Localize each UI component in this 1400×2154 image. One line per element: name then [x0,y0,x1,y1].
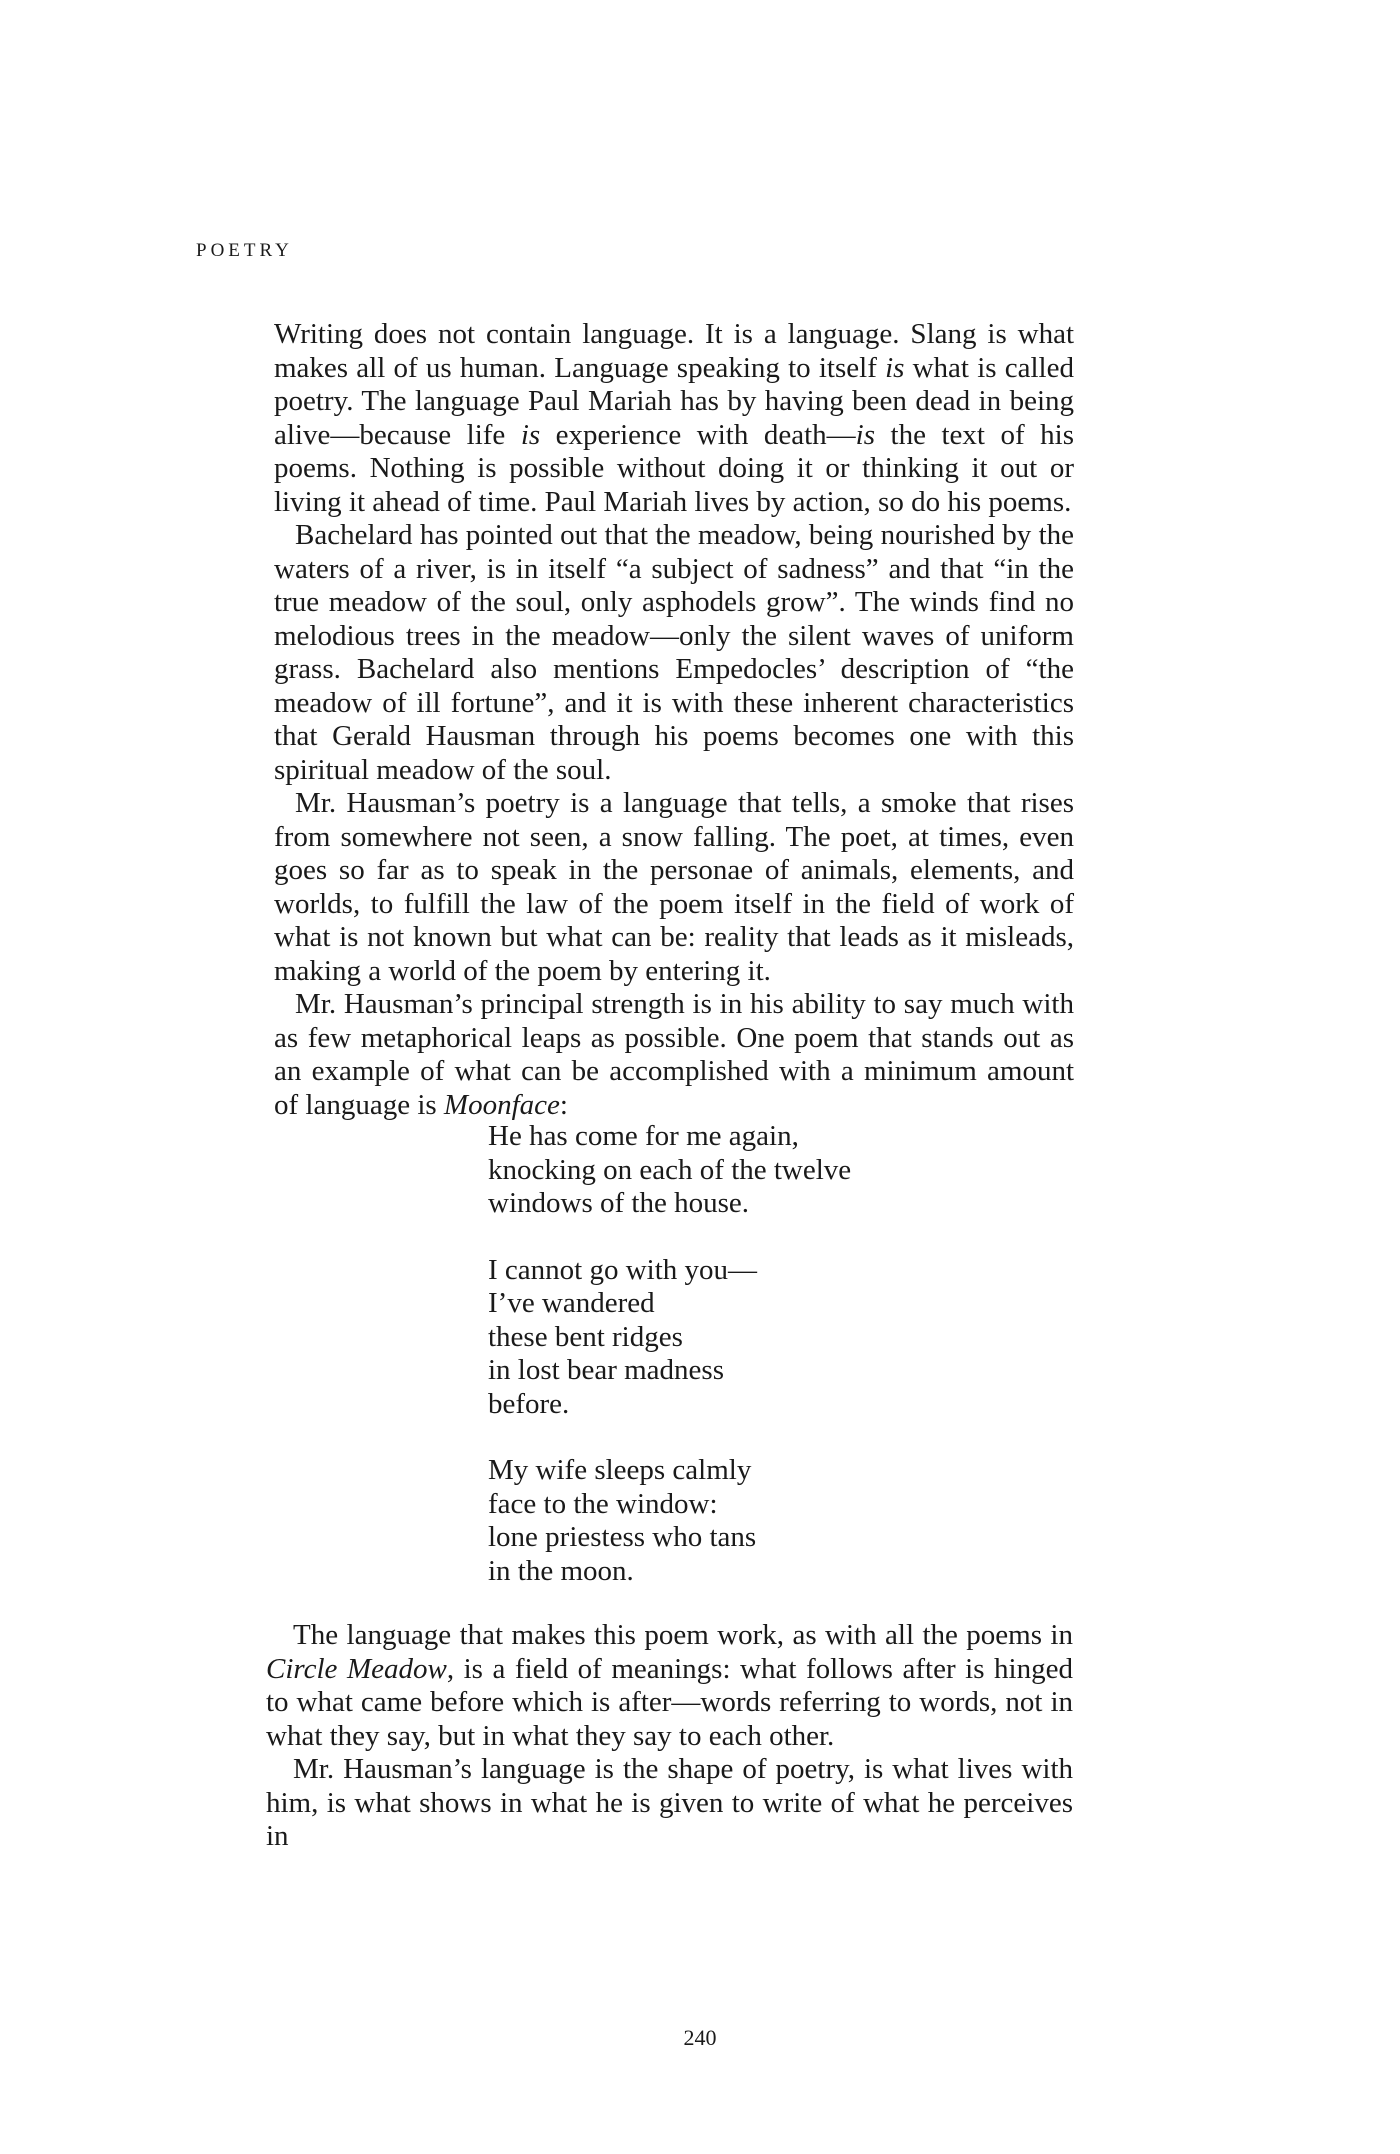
poem-line: My wife sleeps calmly [488,1454,752,1486]
poem-stanza [488,1254,851,1422]
poem-line: knocking on each of the twelve [488,1153,852,1186]
text-run: The language that makes this poem work, as with all the poems in [293,1619,1073,1651]
text-run: Bachelard has pointed out that the meadow, being nourished by the waters of a river, is in itself “a subject of sadness” and that “in the true meadow of the soul, only asphodels grow”. The winds find no melodious trees in the meadow—only the silent waves of uniform grass. Bachelard also mentions Empedocles’ description of “the meadow of ill fortune”, and it is with these inherent characteristics that Gerald Hausman through his poems becomes one with this spiritual meadow of the soul. [274,519,1074,786]
poem-line: lone priestess who tans [488,1521,757,1553]
text-run: experience with death— [540,418,856,451]
running-head: POETRY [196,240,293,261]
text-run: , is a field of meanings: what follows after is hinged to what came before which is after—words referring to words, not in what they say, but in what they say to each other. [266,1652,1073,1752]
paragraph [274,318,1074,519]
italic-text: is [885,351,905,384]
italic-text: Moonface [443,1088,560,1121]
text-run: Writing does not contain language. It is a language. Slang is what makes all of us human. Language speaking to itself [274,318,1074,384]
text-run: : [559,1088,568,1121]
italic-text: is [855,418,875,451]
body-text-bottom [266,1619,1073,1854]
paragraph [274,519,1074,787]
text-run: the text of his poems. Nothing is possible without doing it or thinking it out or living it ahead of time. Paul Mariah lives by action, so do his poems. [274,418,1074,518]
body-text-top [274,318,1074,1122]
paragraph [274,988,1074,1122]
poem-line: before. [488,1387,570,1420]
poem-line: I cannot go with you— [488,1253,758,1286]
italic-text: Circle Meadow [266,1652,447,1685]
poem-line: these bent ridges [488,1320,683,1353]
poem-line: windows of the house. [488,1187,749,1219]
poem-stanza [488,1120,851,1221]
italic-text: is [520,418,541,451]
poem-line: He has come for me again, [488,1120,799,1152]
poem-line: in the moon. [488,1554,634,1587]
text-run: Mr. Hausman’s poetry is a language that tells, a smoke that rises from somewhere not seen, a snow falling. The poet, at times, even goes so far as to speak in the personae of animals, elements, and worlds, to fulfill the law of the poem itself in the field of work of what is not known but what can be: reality that leads as it misleads, making a world of the poem by entering it. [274,787,1074,987]
page-number: 240 [683,2025,717,2050]
paragraph [274,787,1074,988]
poem-line: in lost bear madness [488,1354,724,1386]
poem-stanza [488,1454,851,1588]
paragraph [266,1619,1073,1753]
text-run: Mr. Hausman’s principal strength is in his ability to say much with as few metaphorical leaps as possible. One poem that stands out as an example of what can be accomplished with a minimum amount of language is [274,988,1074,1121]
poem-line: face to the window: [488,1487,718,1520]
text-run: Mr. Hausman’s language is the shape of poetry, is what lives with him, is what shows in what he is given to write of what he perceives in [266,1753,1073,1852]
paragraph [266,1753,1073,1854]
poem-moonface [488,1120,851,1621]
text-run: what is called poetry. The language Paul Mariah has by having been dead in being alive—because life [274,351,1074,451]
poem-line: I’ve wandered [488,1287,655,1319]
